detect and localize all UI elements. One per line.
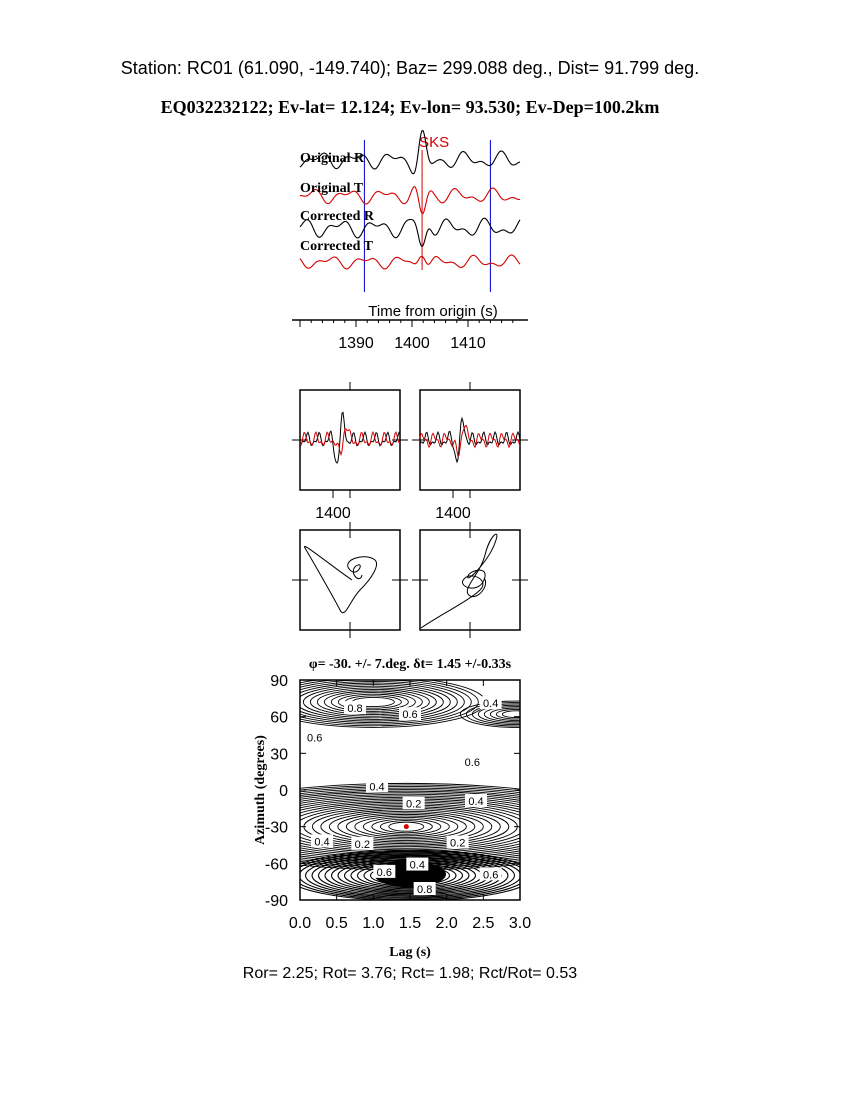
- contour-label: 0.4: [409, 859, 425, 872]
- azimuth-tick-label: 0: [279, 783, 288, 800]
- lag-tick-label: 1.5: [398, 915, 422, 932]
- waveform-corrected-slow: [420, 425, 520, 456]
- contour-label: 0.2: [450, 837, 466, 850]
- contour-label: 0.6: [483, 869, 499, 882]
- contour-line: [289, 683, 457, 721]
- particle-motion-box-original: [300, 530, 400, 630]
- lag-tick-label: 2.0: [435, 915, 458, 932]
- seismogram-panel: [292, 131, 528, 352]
- trace-label-original-t: Original T: [300, 181, 364, 196]
- lag-axis-label: Lag (s): [389, 945, 431, 960]
- azimuth-tick-label: 60: [270, 709, 288, 727]
- waveform-tick-label-corrected: 1400: [435, 505, 471, 522]
- contour-label: 0.8: [417, 884, 433, 896]
- particle-motion-ticks: [292, 522, 528, 638]
- lag-tick-labels: [289, 915, 531, 932]
- azimuth-tick-labels: [265, 673, 288, 910]
- particle-motion-original: [304, 546, 376, 612]
- phase-label: SKS: [419, 134, 450, 151]
- time-axis-ticks: [300, 320, 513, 327]
- contour-label: 0.6: [307, 732, 323, 745]
- splitting-result-title: φ= -30. +/- 7.deg. δt= 1.45 +/-0.33s: [308, 657, 512, 672]
- trace-corrected-t: [300, 255, 520, 269]
- contour-label: 0.4: [468, 796, 484, 808]
- event-info: EQ032232122; Ev-lat= 12.124; Ev-lon= 93.530; Ev-Dep=100.2km: [160, 97, 660, 117]
- trace-label-corrected-r: Corrected R: [300, 209, 374, 224]
- error-surface-panel: [176, 657, 636, 960]
- contour-label: 0.6: [402, 709, 418, 722]
- particle-motion-box-corrected: [420, 530, 520, 630]
- time-tick-label-1400: 1400: [394, 335, 430, 352]
- trace-label-original-r: Original R: [300, 151, 365, 166]
- time-tick-label-1410: 1410: [450, 335, 486, 352]
- lag-tick-label: 1.0: [362, 915, 385, 932]
- azimuth-tick-label: 90: [270, 673, 288, 690]
- time-tick-label-1390: 1390: [338, 335, 374, 352]
- azimuth-tick-label: -60: [264, 856, 288, 874]
- trace-label-corrected-t: Corrected T: [300, 239, 373, 254]
- lag-tick-label: 3.0: [508, 915, 532, 932]
- time-axis-label: Time from origin (s): [368, 303, 498, 320]
- contour-label: 0.8: [347, 703, 363, 716]
- waveform-comparison-panel: [292, 382, 528, 522]
- lag-tick-label: 2.5: [472, 915, 495, 932]
- station-info: Station: RC01 (61.090, -149.740); Baz= 299.088 deg., Dist= 91.799 deg.: [120, 58, 700, 78]
- particle-motion-corrected: [421, 534, 497, 628]
- contour-label: 0.4: [369, 781, 385, 794]
- ratio-summary: Ror= 2.25; Rot= 3.76; Rct= 1.98; Rct/Rot= 0.53: [242, 965, 578, 982]
- contour-label: 0.2: [354, 838, 370, 851]
- contour-label: 0.6: [376, 866, 392, 879]
- waveform-original-radial: [300, 412, 400, 463]
- particle-motion-panel: [292, 522, 528, 638]
- waveform-tick-label-original: 1400: [315, 505, 351, 522]
- lag-tick-label: 0.5: [325, 915, 348, 932]
- best-fit-point: [404, 824, 409, 829]
- contour-label: 0.4: [483, 698, 499, 711]
- contour-label: 0.2: [406, 798, 422, 811]
- contour-label: 0.4: [314, 836, 330, 849]
- azimuth-tick-label: -30: [264, 819, 288, 837]
- azimuth-axis-label: Azimuth (degrees): [253, 735, 268, 845]
- azimuth-tick-label: 30: [270, 746, 288, 764]
- contour-label: 0.6: [464, 756, 480, 769]
- lag-tick-label: 0.0: [288, 915, 312, 932]
- azimuth-tick-label: -90: [264, 893, 288, 910]
